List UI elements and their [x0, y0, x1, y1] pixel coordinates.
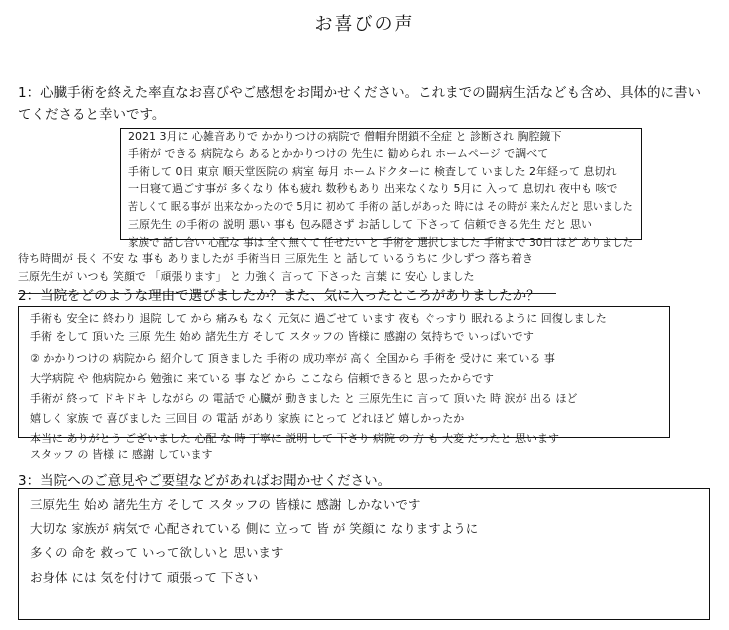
- handwritten-line: 苦しくて 眠る事が 出来なかったので 5月に 初めて 手術の 話しがあった 時には その時が 来たんだと 思いました: [128, 200, 633, 213]
- handwritten-line: 手術が 終って ドキドキ しながら の 電話で 心臓が 動きました と 三原先生に 言って 頂いた 時 涙が 出る ほど: [30, 392, 578, 405]
- handwritten-line: 嬉しく 家族 で 喜びました 三回目 の 電話 があり 家族 にとって どれほど 嬉しかったか: [30, 412, 465, 425]
- handwritten-line: ② かかりつけの 病院から 紹介して 頂きました 手術の 成功率が 高く 全国から 手術を 受けに 来ている 事: [30, 352, 555, 365]
- handwritten-line: お身体 には 気を付けて 頑張って 下さい: [30, 570, 259, 585]
- handwritten-line: 一日寝て過ごす事が 多くなり 体も疲れ 数秒もあり 出来なくなり 5月に 入って 息切れ 夜中も 咳で: [128, 182, 618, 195]
- handwritten-line: 大切な 家族が 病気で 心配されている 側に 立って 皆 が 笑顔に なりますように: [30, 521, 479, 536]
- question-3: 3：当院へのご意見やご要望などがあればお聞かせください。: [18, 473, 392, 489]
- page-title: お喜びの声: [314, 14, 415, 35]
- question-1: 1：心臓手術を終えた率直なお喜びやご感想をお聞かせください。これまでの闘病生活なども含め、具体的に書いてくださると幸いです。: [18, 85, 702, 123]
- handwritten-line: 待ち時間が 長く 不安 な 事も ありましたが 手術当日 三原先生 と 話して いるうちに 少しずつ 落ち着き: [18, 252, 533, 265]
- handwritten-line: 手術が できる 病院なら あるとかかりつけの 先生に 勧められ ホームページ で調べて: [128, 147, 549, 160]
- handwritten-line: 手術して 0日 東京 順天堂医院の 病室 毎月 ホームドクターに 検査して いました 2年経って 息切れ: [128, 165, 617, 178]
- handwritten-line: 本当に ありがとう ございました 心配 な 時 丁寧に 説明 して 下さり 病院 の 方 も 大変 だったと 思います: [30, 432, 559, 445]
- handwritten-line: 大学病院 や 他病院から 勉強に 来ている 事 など から ここなら 信頼できると 思ったからです: [30, 372, 494, 385]
- handwritten-line: 三原先生 の手術の 説明 悪い 事も 包み隠さず お話しして 下さって 信頼できる先生 だと 思い: [128, 218, 592, 231]
- handwritten-line: 手術 をして 頂いた 三原 先生 始め 諸先生方 そして スタッフの 皆様に 感謝の 気持ちで いっぱいです: [30, 330, 534, 343]
- handwritten-line: 2021 3月に 心雑音ありで かかりつけの病院で 僧帽弁閉鎖不全症 と 診断され 胸腔鏡下: [128, 130, 562, 143]
- handwritten-line: 家族で 話し合い 心配な 事は 全く無くて 任せたい と 手術を 選択しました 手術まで 30日 ほど ありました: [128, 236, 634, 249]
- handwritten-line: 多くの 命を 救って いって欲しいと 思います: [30, 545, 284, 560]
- handwritten-line: 三原先生 始め 諸先生方 そして スタッフの 皆様に 感謝 しかないです: [30, 497, 421, 512]
- handwritten-line: 手術も 安全に 終わり 退院 して から 痛みも なく 元気に 過ごせて います 夜も ぐっすり 眠れるように 回復しました: [30, 312, 607, 325]
- handwritten-line: スタッフ の 皆様 に 感謝 しています: [30, 448, 213, 461]
- handwritten-line: 三原先生が いつも 笑顔で 「頑張ります」 と 力強く 言って 下さった 言葉 に 安心 しました: [18, 270, 475, 283]
- question-2: 2：当院をどのような理由で選びましたか？また、気に入ったところがありましたか？: [18, 288, 540, 304]
